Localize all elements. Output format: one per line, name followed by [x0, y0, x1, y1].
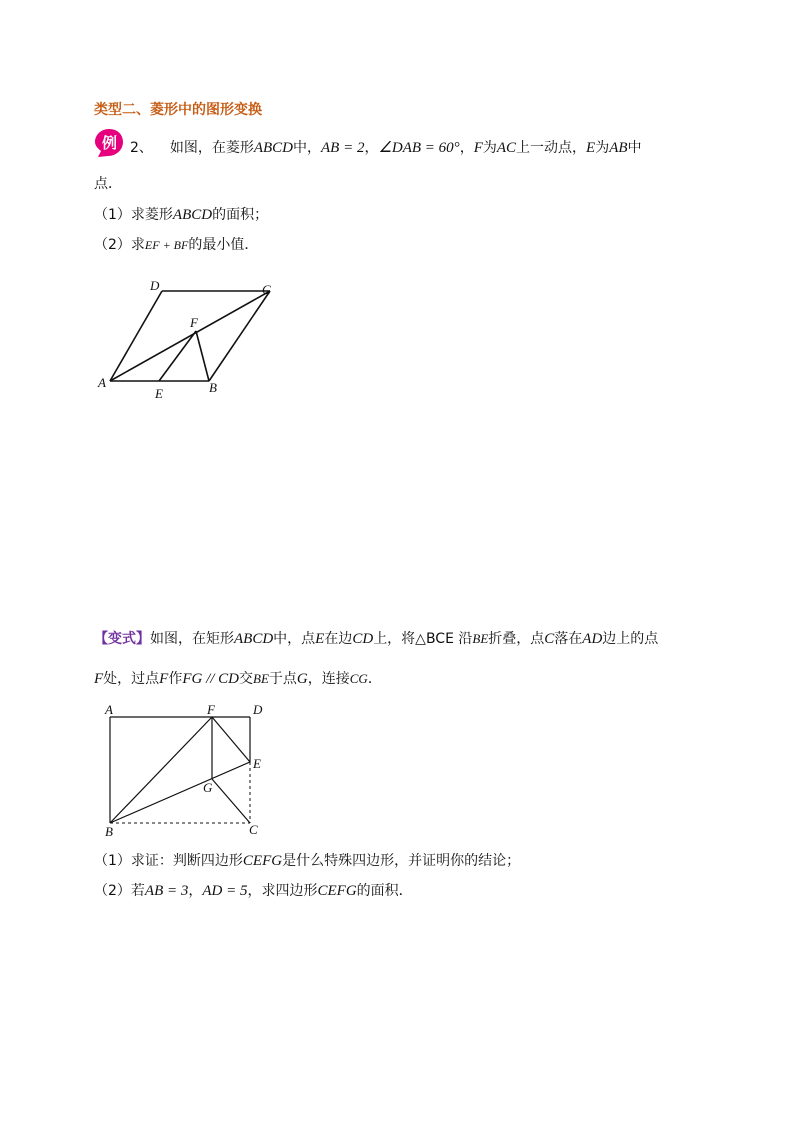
- example-question-1: [94, 206, 268, 224]
- text: 求证：判断四边形: [130, 853, 243, 869]
- question-number: （1）: [94, 207, 131, 223]
- text: 中: [627, 140, 642, 156]
- segment-ef: [159, 331, 196, 381]
- example-stem-line2: 点．: [94, 176, 122, 192]
- math: BE: [253, 671, 269, 686]
- math: ∠DAB = 60°: [378, 140, 460, 156]
- rhombus-figure: [90, 272, 290, 402]
- variant-question-1: [94, 852, 520, 870]
- text: 求菱形: [130, 207, 173, 223]
- math: ABCD: [253, 140, 293, 156]
- math: BE: [472, 631, 489, 646]
- math: FG // CD: [182, 671, 240, 687]
- example-stem-line1: [130, 139, 642, 157]
- segment-fb: [196, 331, 209, 381]
- point-label-a: A: [105, 702, 113, 717]
- text: 折叠，点: [488, 631, 545, 647]
- variant-question-2: [94, 882, 413, 900]
- math: E: [586, 140, 596, 156]
- point-label-g: G: [203, 780, 213, 795]
- text: ，: [188, 883, 203, 899]
- math: AB = 3: [144, 883, 189, 899]
- math: AB: [609, 140, 628, 156]
- point-label-f: F: [190, 315, 198, 330]
- text: 中，点: [273, 631, 316, 647]
- text: 的最小值．: [188, 237, 259, 253]
- segment-ac: [110, 291, 270, 381]
- variant-stem-line1: [94, 630, 658, 648]
- text: 如图，在矩形: [150, 631, 234, 647]
- point-label-b: B: [105, 824, 113, 839]
- section-title: 类型二、菱形中的图形变换: [94, 102, 262, 118]
- question-number: （2）: [94, 237, 131, 253]
- text: 上，将△BCE 沿: [373, 631, 473, 647]
- text: ，连接: [307, 671, 350, 687]
- point-label-c: C: [249, 822, 258, 837]
- text: 落在: [554, 631, 583, 647]
- point-label-c: C: [262, 282, 271, 297]
- point-label-d: D: [253, 702, 263, 717]
- math: CEFG: [242, 853, 283, 869]
- text: 作: [168, 671, 183, 687]
- text: 于点: [268, 671, 297, 687]
- question-number: （1）: [94, 853, 131, 869]
- text: 是什么特殊四边形，并证明你的结论；: [282, 853, 521, 869]
- text: 为: [595, 140, 610, 156]
- math: AC: [496, 140, 517, 156]
- point-label-e: E: [155, 386, 163, 401]
- segment-gc: [212, 779, 250, 823]
- variant-stem-line2: [94, 670, 382, 688]
- text: 的面积．: [356, 883, 413, 899]
- segment-fe: [212, 717, 250, 762]
- math: F: [159, 671, 169, 687]
- text: 边上的点: [602, 631, 659, 647]
- question-number: （2）: [94, 883, 131, 899]
- point-label-f: F: [207, 702, 215, 717]
- text: ，求四边形: [247, 883, 318, 899]
- point-label-a: A: [98, 375, 106, 390]
- example-badge-icon: [94, 128, 124, 158]
- text: 求: [130, 237, 145, 253]
- math: F: [94, 671, 104, 687]
- math: ABCD: [172, 207, 213, 223]
- math: CD: [352, 631, 374, 647]
- rectangle-figure: [98, 700, 278, 840]
- math: AD = 5: [202, 883, 248, 899]
- math: CG: [349, 671, 368, 686]
- math: F: [473, 140, 483, 156]
- example-badge-label: 例: [102, 134, 118, 152]
- text: 中，: [293, 140, 321, 156]
- text: ，: [459, 140, 474, 156]
- math: EF + BF: [144, 238, 189, 252]
- text: ．: [367, 671, 382, 687]
- text: 在边: [324, 631, 353, 647]
- point-label-b: B: [209, 380, 217, 395]
- text: 交: [239, 671, 254, 687]
- math: E: [315, 631, 325, 647]
- segment-be: [110, 762, 250, 823]
- math: CEFG: [317, 883, 357, 899]
- text: 为: [482, 140, 497, 156]
- text: 的面积；: [212, 207, 269, 223]
- example-question-2: [94, 236, 258, 254]
- example-number: 2、: [130, 140, 153, 156]
- math: G: [296, 671, 308, 687]
- text: 处，过点: [103, 671, 160, 687]
- math: AD: [582, 631, 603, 647]
- point-label-e: E: [253, 756, 261, 771]
- variant-tag: 【变式】: [94, 631, 150, 647]
- segment-da: [110, 291, 162, 381]
- text: 若: [130, 883, 145, 899]
- segment-bc: [209, 291, 270, 381]
- math: C: [544, 631, 555, 647]
- segment-bf: [110, 717, 212, 823]
- text: 如图，在菱形: [169, 140, 254, 156]
- point-label-d: D: [150, 278, 160, 293]
- text: ，: [364, 140, 379, 156]
- text: 上一动点，: [516, 140, 587, 156]
- math: AB = 2: [321, 140, 365, 156]
- math: ABCD: [234, 631, 274, 647]
